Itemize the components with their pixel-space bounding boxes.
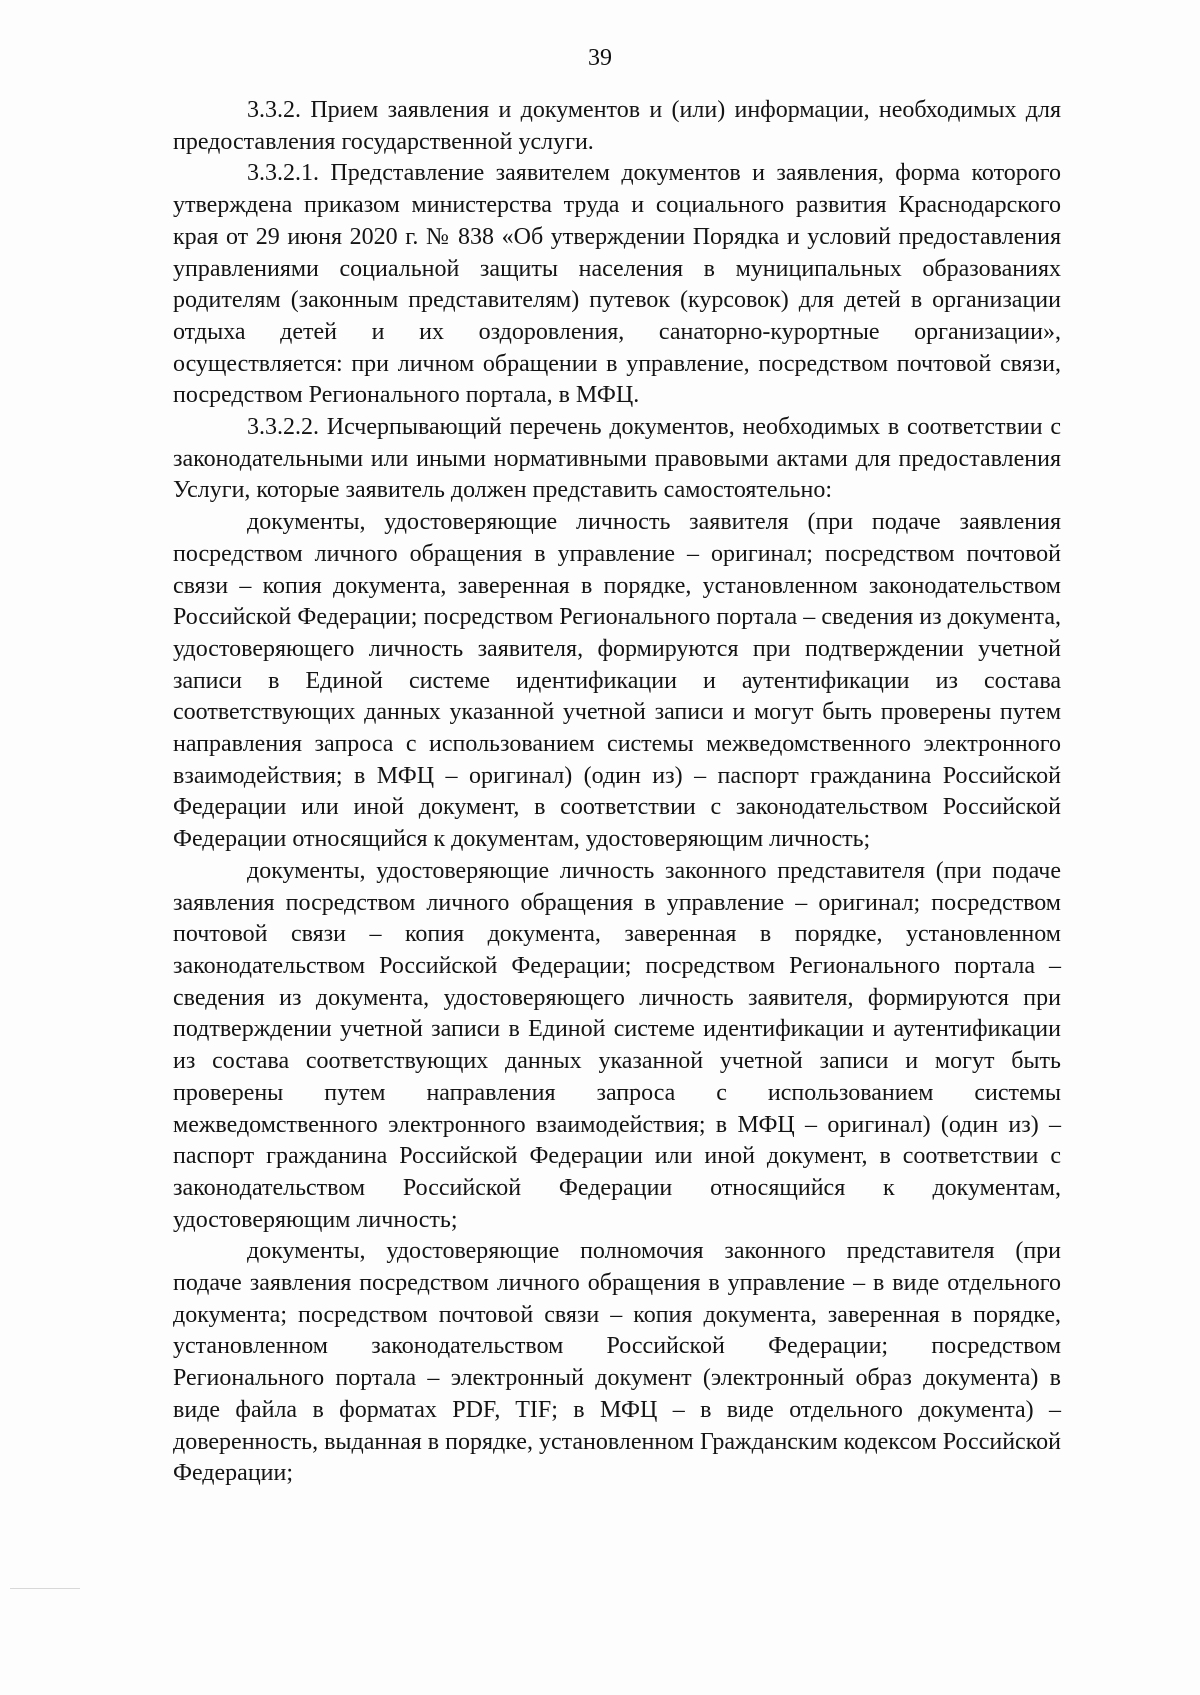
paragraph-representative-authority-documents: документы, удостоверяющие полномочия законного представителя (при подаче заявления посредством личного обращения в управление – в виде отдельного документа; посредством почтовой связи – копия документа, заверенная в порядке, установленном законодательством Российской Федерации; посредством Регионального портала – электронный документ (электронный образ документа) в виде файла в форматах PDF, TIF; в МФЦ – в виде отдельного документа) – доверенность, выданная в порядке, установленном Гражданским кодексом Российской Федерации;	[173, 1238, 1061, 1487]
paragraph-3-3-2: 3.3.2. Прием заявления и документов и (или) информации, необходимых для предоставления государственной услуги.	[173, 97, 1061, 155]
paragraph-3-3-2-1: 3.3.2.1. Представление заявителем документов и заявления, форма которого утверждена приказом министерства труда и социального развития Краснодарского края от 29 июня 2020 г. № 838 «Об утверждении Порядка и условий предоставления управлениями социальной защиты населения в муниципальных образованиях родителям (законным представителям) путевок (курсовок) для детей в организации отдыха детей и их оздоровления, санаторно-курортные организации», осуществляется: при личном обращении в управление, посредством почтовой связи, посредством Регионального портала, в МФЦ.	[173, 160, 1061, 409]
paragraph-applicant-identity-documents: документы, удостоверяющие личность заявителя (при подаче заявления посредством личного обращения в управление – оригинал; посредством почтовой связи – копия документа, заверенная в порядке, установленном законодательством Российской Федерации; посредством Регионального портала – сведения из документа, удостоверяющего личность заявителя, формируются при подтверждении учетной записи в Единой системе идентификации и аутентификации из состава соответствующих данных указанной учетной записи и могут быть проверены путем направления запроса с использованием системы межведомственного электронного взаимодействия; в МФЦ – оригинал) (один из) – паспорт гражданина Российской Федерации или иной документ, в соответствии с законодательством Российской Федерации относящийся к документам, удостоверяющим личность;	[173, 509, 1061, 853]
document-body	[173, 95, 1061, 1490]
page-number: 39	[588, 45, 612, 71]
scan-artifact	[10, 1588, 80, 1589]
paragraph-representative-identity-documents: документы, удостоверяющие личность законного представителя (при подаче заявления посредством личного обращения в управление – оригинал; посредством почтовой связи – копия документа, заверенная в порядке, установленном законодательством Российской Федерации; посредством Регионального портала – сведения из документа, удостоверяющего личность заявителя, формируются при подтверждении учетной записи в Единой системе идентификации и аутентификации из состава соответствующих данных указанной учетной записи и могут быть проверены путем направления запроса с использованием системы межведомственного электронного взаимодействия; в МФЦ – оригинал) (один из) – паспорт гражданина Российской Федерации или иной документ, в соответствии с законодательством Российской Федерации относящийся к документам, удостоверяющим личность;	[173, 857, 1061, 1233]
paragraph-3-3-2-2: 3.3.2.2. Исчерпывающий перечень документов, необходимых в соответствии с законодательными или иными нормативными правовыми актами для предоставления Услуги, которые заявитель должен представить самостоятельно:	[173, 414, 1061, 504]
